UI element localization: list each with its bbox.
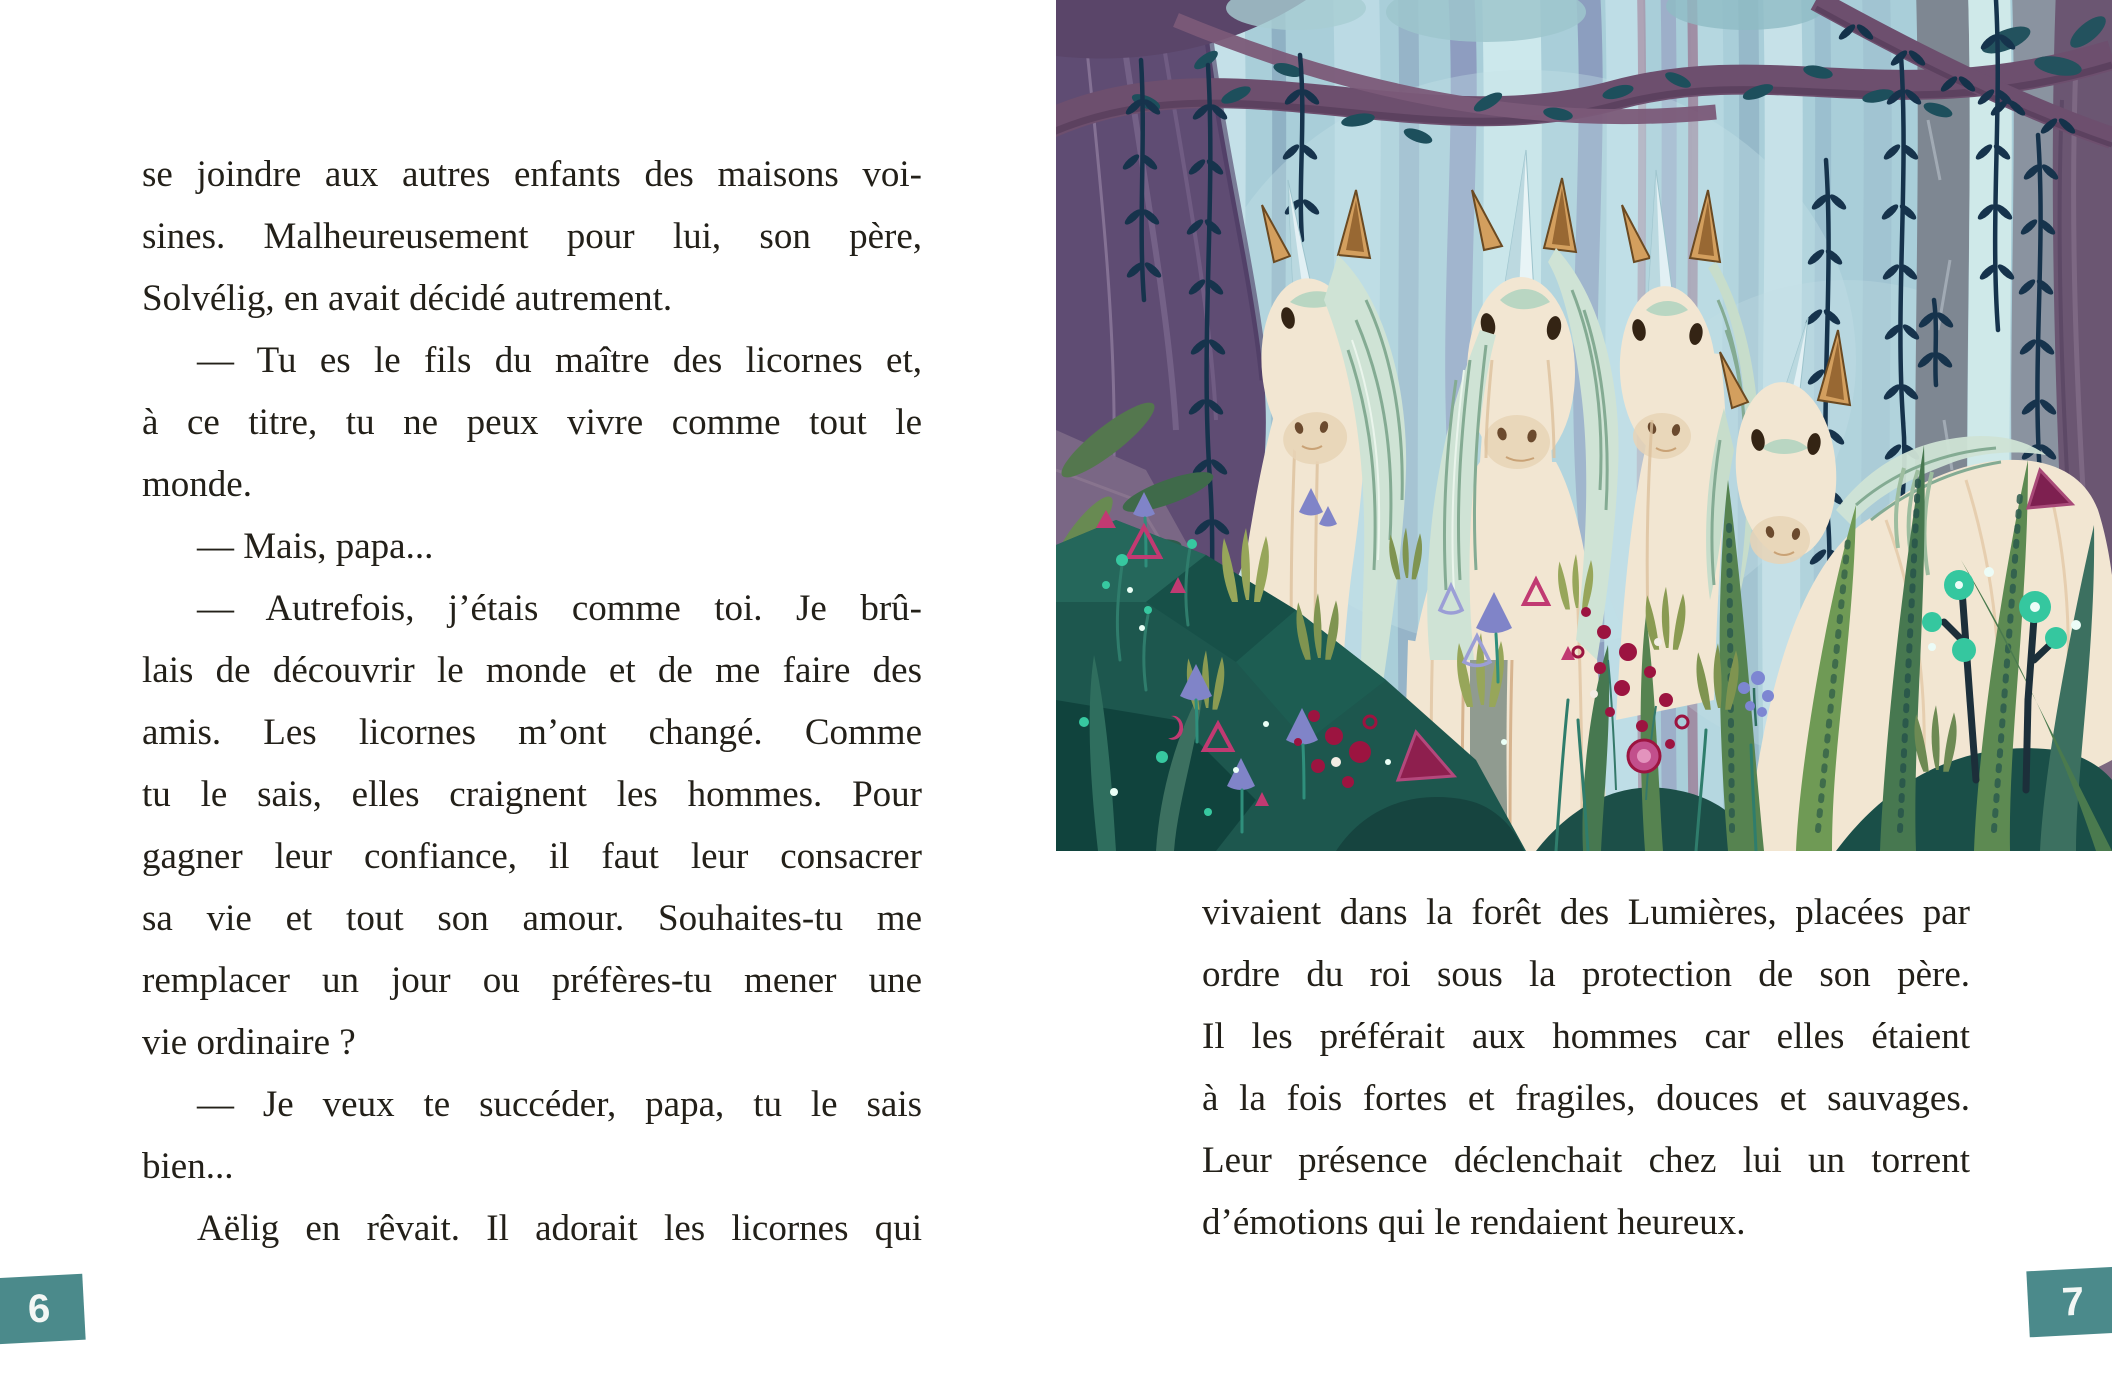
text-line: à la fois fortes et fragiles, douces et sauvages.: [1202, 1078, 1970, 1119]
page-number-left: 6: [26, 1285, 52, 1332]
text-line: remplacer un jour ou préfères-tu mener une: [142, 960, 922, 1001]
text-line: lais de découvrir le monde et de me faire des: [142, 650, 922, 691]
forest-unicorns-illustration: [1056, 0, 2112, 851]
text-line: ordre du roi sous la protection de son père.: [1202, 954, 1970, 995]
text-line: — Tu es le fils du maître des licornes et,: [197, 340, 922, 381]
text-line: Il les préférait aux hommes car elles étaient: [1202, 1016, 1970, 1057]
text-line: sines. Malheureusement pour lui, son père,: [142, 216, 922, 257]
text-line: Leur présence déclenchait chez lui un torrent: [1202, 1140, 1970, 1181]
text-line: sa vie et tout son amour. Souhaites-tu me: [142, 898, 922, 939]
text-line: d’émotions qui le rendaient heureux.: [1202, 1202, 1746, 1243]
text-line: monde.: [142, 464, 252, 505]
text-line: — Autrefois, j’étais comme toi. Je brû-: [197, 588, 922, 629]
text-line: vie ordinaire ?: [142, 1022, 356, 1063]
text-line: — Mais, papa...: [197, 526, 434, 567]
text-line: Solvélig, en avait décidé autrement.: [142, 278, 673, 319]
text-line: amis. Les licornes m’ont changé. Comme: [142, 712, 922, 753]
right-page-text: [1202, 882, 1970, 1254]
text-line: vivaient dans la forêt des Lumières, placées par: [1202, 892, 1970, 933]
text-line: gagner leur confiance, il faut leur consacrer: [142, 836, 922, 877]
page-number-right: 7: [2060, 1278, 2086, 1325]
text-line: Aëlig en rêvait. Il adorait les licornes qui: [197, 1208, 922, 1249]
text-line: se joindre aux autres enfants des maisons voi-: [142, 154, 922, 195]
page-number-badge-right: [2026, 1267, 2112, 1338]
text-line: bien...: [142, 1146, 234, 1187]
text-line: tu le sais, elles craignent les hommes. Pour: [142, 774, 922, 815]
text-line: — Je veux te succéder, papa, tu le sais: [197, 1084, 922, 1125]
text-line: à ce titre, tu ne peux vivre comme tout le: [142, 402, 922, 443]
left-page-text: [142, 144, 922, 1260]
page-number-badge-left: [0, 1274, 86, 1345]
